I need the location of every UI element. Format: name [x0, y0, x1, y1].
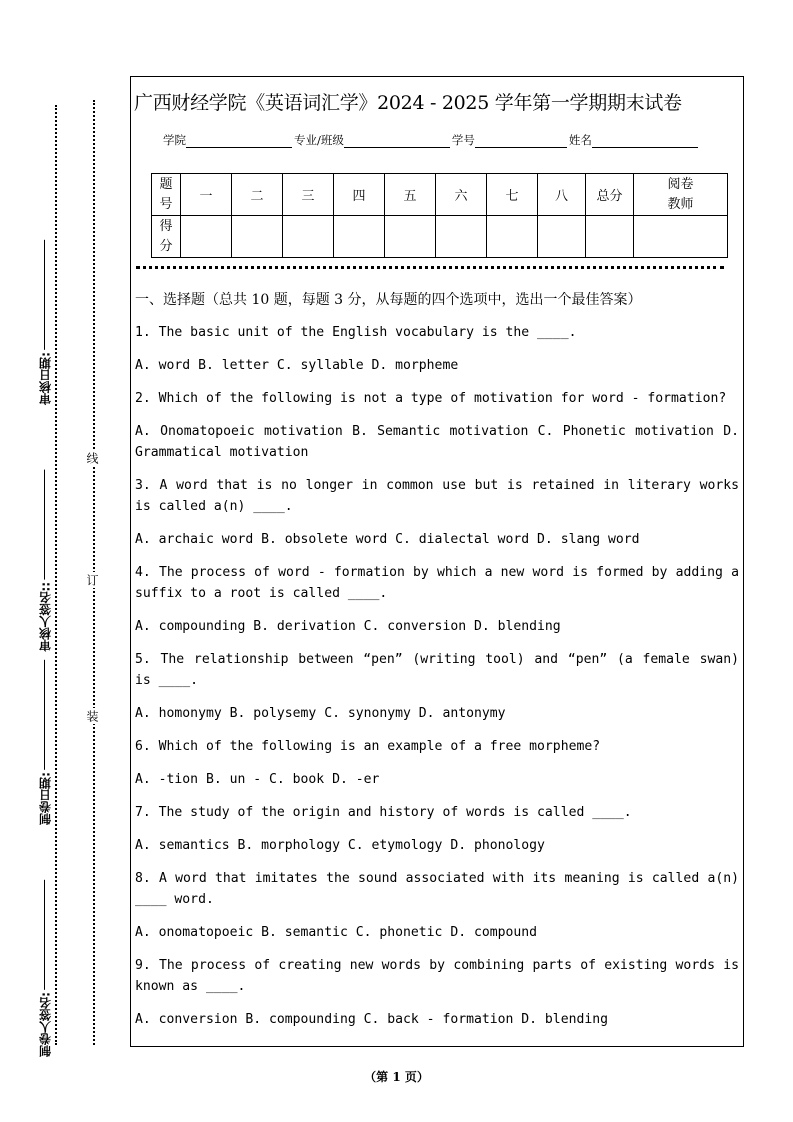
- binding-dotted-line-left: [55, 105, 57, 1045]
- question-5: 5. The relationship between “pen” (writing tool) and “pen” (a female swan) is ____.: [135, 652, 739, 688]
- student-id-label: 学号: [451, 133, 475, 147]
- score-col-total: 总分: [586, 174, 634, 216]
- score-table: [151, 173, 728, 258]
- score-cell-6[interactable]: [436, 216, 487, 258]
- question-6: 6. Which of the following is an example of a free morpheme?: [135, 739, 601, 754]
- score-col-6: 六: [436, 174, 487, 216]
- review-date-line: [45, 240, 46, 350]
- name-field[interactable]: [592, 134, 698, 148]
- options-5: A. homonymy B. polysemy C. synonymy D. antonymy: [135, 706, 506, 721]
- options-1: A. word B. letter C. syllable D. morpheme: [135, 358, 459, 373]
- make-date-line: [45, 660, 46, 770]
- question-9: 9. The process of creating new words by combining parts of existing words is known as ____.: [135, 958, 739, 994]
- reviewer-sign-line: [45, 470, 46, 580]
- major-field[interactable]: [344, 134, 450, 148]
- student-info-row: [163, 132, 700, 148]
- score-cell-grader[interactable]: [634, 216, 728, 258]
- college-label: 学院: [163, 133, 186, 147]
- options-7: A. semantics B. morphology C. etymology D. phonology: [135, 838, 545, 853]
- header-separator: [136, 266, 724, 269]
- score-col-2: 二: [232, 174, 283, 216]
- question-2: 2. Which of the following is not a type of motivation for word - formation?: [135, 391, 727, 406]
- student-id-field[interactable]: [475, 134, 567, 148]
- score-col-1: 一: [181, 174, 232, 216]
- section-heading: 一、选择题（总共 10 题，每题 3 分，从每题的四个选项中，选出一个最佳答案）: [135, 292, 642, 308]
- binding-char-ding: 订: [85, 574, 99, 586]
- question-8: 8. A word that imitates the sound associated with its meaning is called a(n) ____ word.: [135, 871, 739, 907]
- options-6: A. -tion B. un - C. book D. -er: [135, 772, 380, 787]
- options-3: A. archaic word B. obsolete word C. dialectal word D. slang word: [135, 532, 640, 547]
- options-2: A. Onomatopoeic motivation B. Semantic motivation C. Phonetic motivation D. Grammatical motivation: [135, 424, 739, 460]
- score-cell-5[interactable]: [385, 216, 436, 258]
- score-cell-2[interactable]: [232, 216, 283, 258]
- question-1: 1. The basic unit of the English vocabulary is the ____.: [135, 325, 577, 340]
- score-col-3: 三: [283, 174, 334, 216]
- binding-char-xian: 线: [85, 452, 99, 464]
- name-label: 姓名: [568, 133, 592, 147]
- options-8: A. onomatopoeic B. semantic C. phonetic D. compound: [135, 925, 538, 940]
- score-row-label-number: 题号: [152, 174, 181, 216]
- score-col-8: 八: [538, 174, 586, 216]
- binding-char-zhuang: 装: [85, 710, 99, 722]
- score-col-5: 五: [385, 174, 436, 216]
- maker-sign-line: [45, 880, 46, 990]
- score-cell-8[interactable]: [538, 216, 586, 258]
- score-cell-4[interactable]: [334, 216, 385, 258]
- options-4: A. compounding B. derivation C. conversion D. blending: [135, 619, 561, 634]
- score-cell-3[interactable]: [283, 216, 334, 258]
- score-col-7: 七: [487, 174, 538, 216]
- exam-title: 广西财经学院《英语词汇学》2024 - 2025 学年第一学期期末试卷: [134, 92, 682, 114]
- score-cell-total[interactable]: [586, 216, 634, 258]
- score-col-4: 四: [334, 174, 385, 216]
- question-3: 3. A word that is no longer in common use but is retained in literary works is called a(n) ____.: [135, 478, 739, 514]
- score-col-grader: 阅卷教师: [634, 174, 728, 216]
- options-9: A. conversion B. compounding C. back - formation D. blending: [135, 1012, 608, 1027]
- question-4: 4. The process of word - formation by which a new word is formed by adding a suffix to a root is called ____.: [135, 565, 739, 601]
- major-label: 专业/班级: [294, 133, 344, 147]
- score-cell-7[interactable]: [487, 216, 538, 258]
- page-number: （第 1 页）: [364, 1070, 429, 1084]
- review-date-label: 审核日期:: [38, 240, 52, 405]
- score-row-label-score: 得分: [152, 216, 181, 258]
- make-date-label: 制卷日期:: [38, 660, 52, 825]
- maker-sign-label: 制卷人签名:: [38, 880, 52, 1057]
- college-field[interactable]: [186, 134, 292, 148]
- exam-content: [135, 290, 739, 1042]
- reviewer-sign-label: 审核人签名::: [38, 470, 52, 652]
- question-7: 7. The study of the origin and history of words is called ____.: [135, 805, 632, 820]
- score-cell-1[interactable]: [181, 216, 232, 258]
